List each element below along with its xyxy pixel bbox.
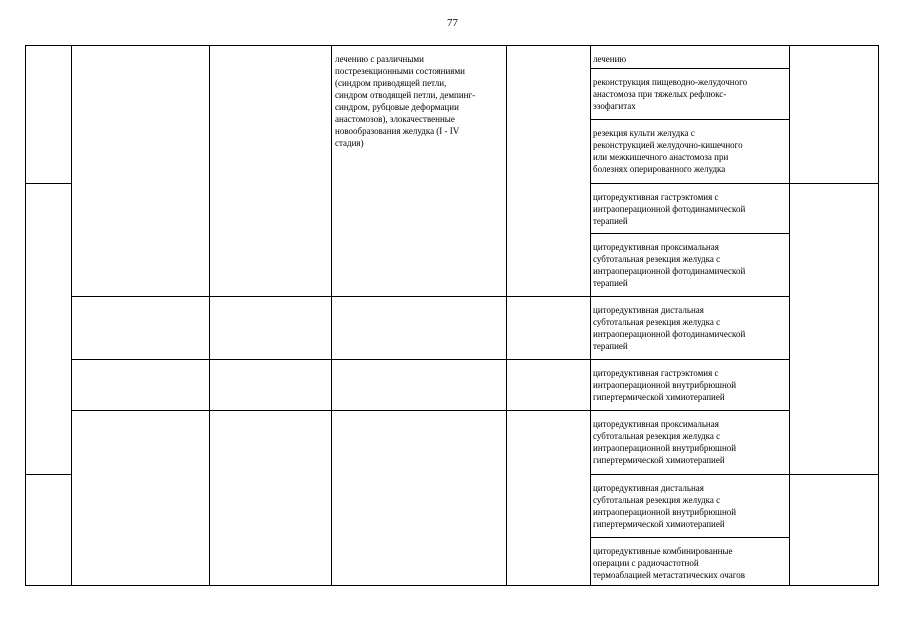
treatment-cell-2: реконструкция пищеводно-желудочного анастомоза при тяжелых рефлюкс- эзофагитах: [593, 77, 748, 111]
diagnosis-cell: лечению с различными пострезекционными состояниями (синдром приводящей петли, синдром отводящей петли, демпинг- синдром, рубцовые деформации анастомозов), злокачественные новообразования желудка (I - IV стадия): [335, 54, 476, 148]
treatment-cell-10: циторедуктивные комбинированные операции с радиочастотной термоаблацией метастатических очагов: [593, 546, 745, 580]
treatment-cell-4: циторедуктивная гастрэктомия с интраоперационной фотодинамической терапией: [593, 192, 746, 226]
treatment-cell-3: резекция культи желудка с реконструкцией желудочно-кишечного или межкишечного анастомоза при болезнях оперированного желудка: [593, 128, 743, 174]
page-number: 77: [447, 17, 458, 29]
treatment-cell-9: циторедуктивная дистальная субтотальная резекция желудка с интраоперационной внутрибрюшной гипертермической химиотерапией: [593, 483, 737, 529]
treatment-cell-6: циторедуктивная дистальная субтотальная резекция желудка с интраоперационной фотодинамической терапией: [593, 305, 746, 351]
treatment-cell-5: циторедуктивная проксимальная субтотальная резекция желудка с интраоперационной фотодинамической терапией: [593, 242, 746, 288]
treatment-table: [25, 45, 879, 586]
treatment-cell-8: циторедуктивная проксимальная субтотальная резекция желудка с интраоперационной внутрибрюшной гипертермической химиотерапией: [593, 419, 737, 465]
treatment-cell-1: лечению: [593, 54, 627, 64]
treatment-cell-7: циторедуктивная гастрэктомия с интраоперационной внутрибрюшной гипертермической химиотерапией: [593, 368, 737, 402]
